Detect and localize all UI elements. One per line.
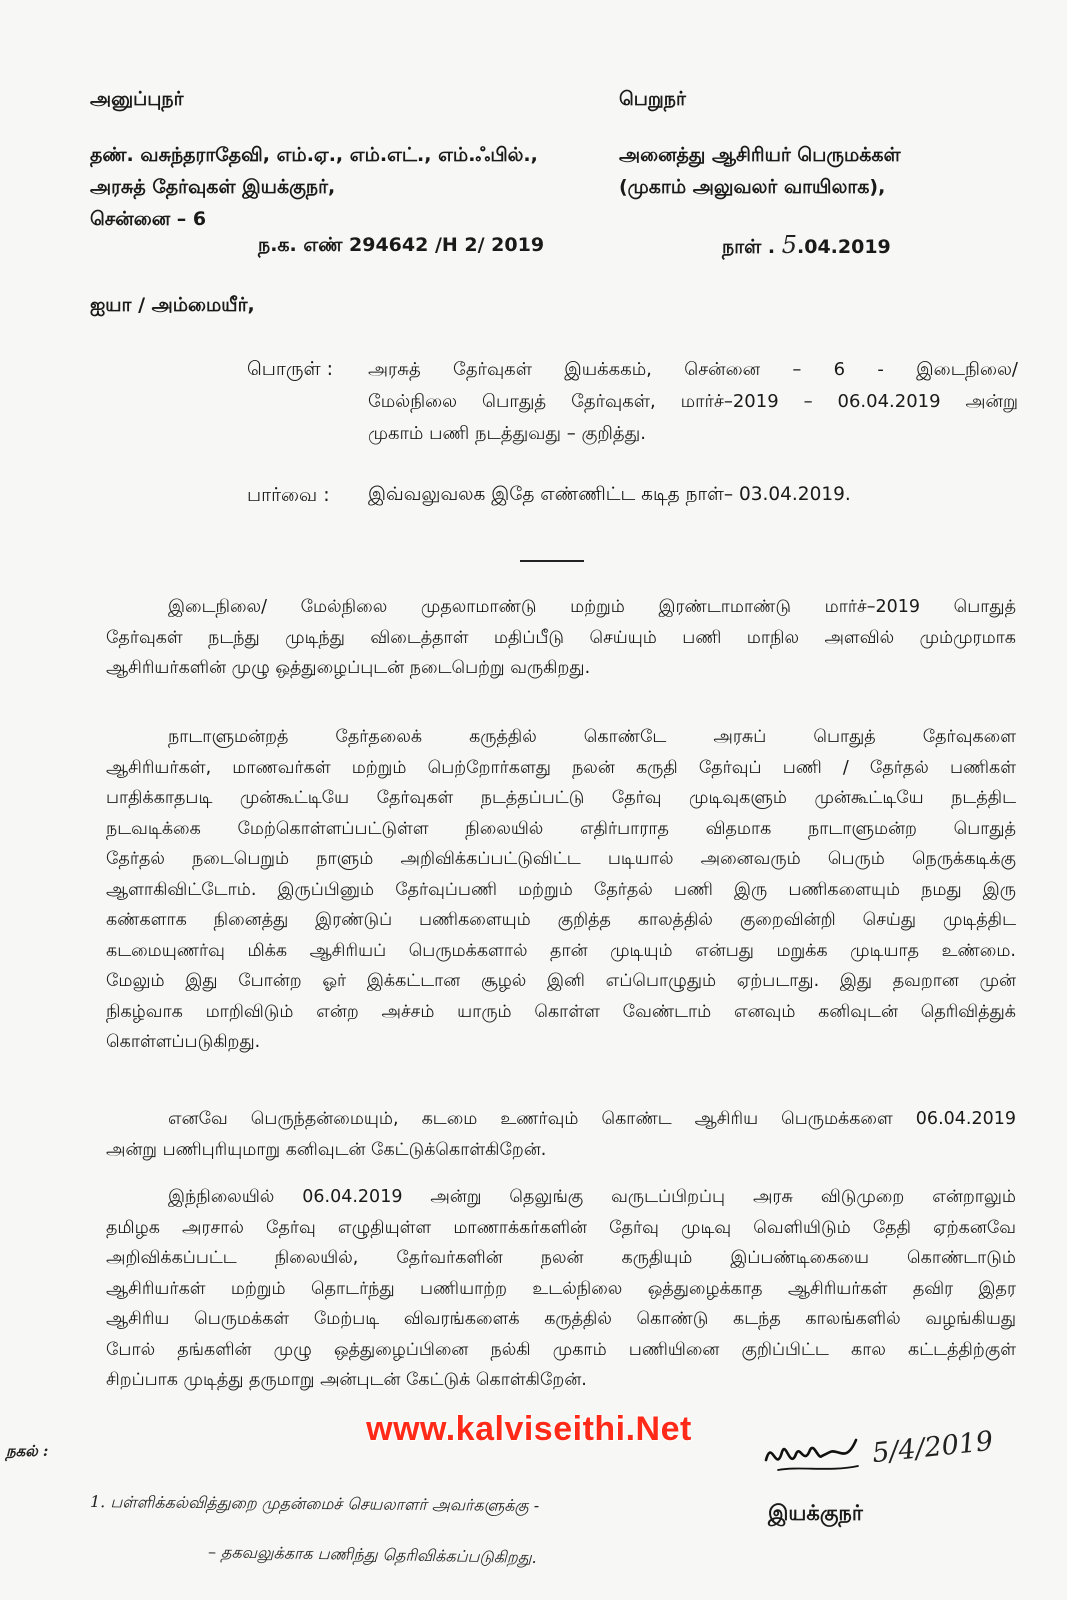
paragraph-line: ஆசிரியர்கள், மாணவர்கள் மற்றும் பெற்றோர்களது நலன் கருதி தேர்வுப் பணி / தேர்தல் பணிகள் [106,757,1016,778]
paragraph-line: அன்று பணிபுரியுமாறு கனிவுடன் கேட்டுக்கொள்கிறேன். [106,1139,547,1160]
paragraph-line: தேர்தல் நடைபெறும் நாளும் அறிவிக்கப்பட்டுவிட்ட படியால் அனைவரும் பெரும் நெருக்கடிக்கு [106,849,1016,869]
paragraph-line: தமிழக அரசால் தேர்வு எழுதியுள்ள மாணாக்கர்களின் தேர்வு முடிவு வெளியிடும் தேதி ஏற்கனவே [106,1217,1016,1238]
sender-heading: அனுப்புநர் [90,88,184,110]
paragraph-line: இந்நிலையில் 06.04.2019 அன்று தெலுங்கு வருடப்பிறப்பு அரசு விடுமுறை என்றாலும் [168,1187,1016,1207]
subject-line: அரசுத் தேர்வுகள் இயக்ககம், சென்னை – 6 - இடைநிலை/ [368,359,1018,380]
salutation: ஐயா / அம்மையீர், [90,294,255,316]
paragraph-line: கொள்ளப்படுகிறது. [106,1032,261,1052]
paragraph-line: அறிவிக்கப்பட்ட நிலையில், தேர்வர்களின் நலன் கருதியும் இப்பண்டிகையை கொண்டாடும் [106,1248,1016,1268]
letter-date [722,230,891,262]
separator-line [520,560,584,562]
signature-date: 5/4/2019 [870,1425,995,1470]
paragraph-line: கடமையுணர்வு மிக்க ஆசிரியப் பெருமக்களால் தான் முடியும் என்பது மறுக்க முடியாத உண்மை. [106,940,1016,961]
paragraph-3 [106,1104,1016,1165]
subject-label: பொருள் : [247,358,334,380]
subject-line: முகாம் பணி நடத்துவது – குறித்து. [368,423,646,444]
paragraph-line: பாதிக்காதபடி முன்கூட்டியே தேர்வுகள் நடத்தப்பட்டு தேர்வு முடிவுகளும் முன்கூட்டியே நடத்திட [106,788,1016,808]
signature-mark [760,1430,880,1480]
paragraph-line: ஆளாகிவிட்டோம். இருப்பினும் தேர்வுப்பணி மற்றும் தேர்தல் பணி இரு பணிகளையும் நமது இரு [106,879,1016,900]
paragraph-line: எனவே பெருந்தன்மையும், கடமை உணர்வும் கொண்ட ஆசிரிய பெருமக்களை 06.04.2019 [168,1109,1016,1129]
paragraph-line: ஆசிரியர்கள் மற்றும் தொடர்ந்து பணியாற்ற உடல்நிலை ஒத்துழைக்காத ஆசிரியர்கள் தவிர இதர [106,1278,1016,1299]
sender-city: சென்னை – 6 [90,208,207,230]
date-day-handwritten: 5 [781,231,798,259]
paragraph-line: கண்களாக நினைத்து இரண்டுப் பணிகளையும் குறித்த காலத்தில் குறைவின்றி செய்து முடித்திட [106,910,1016,930]
paragraph-line: மேலும் இது போன்ற ஓர் இக்கட்டான சூழல் இனி எப்பொழுதும் ஏற்படாது. இது தவறான முன் [106,971,1016,991]
designation: இயக்குநர் [768,1501,863,1525]
sender-name: தண். வசுந்தராதேவி, எம்.ஏ., எம்.எட்., எம்.ஃபில்., [90,144,538,166]
paragraph-4 [106,1182,1016,1396]
recipient-line-1: அனைத்து ஆசிரியர் பெருமக்கள் [619,144,901,166]
sender-title: அரசுத் தேர்வுகள் இயக்குநர், [90,176,336,198]
paragraph-2 [106,722,1016,1058]
date-rest: .04.2019 [797,236,891,258]
paragraph-line: நிகழ்வாக மாறிவிடும் என்ற அச்சம் யாரும் கொள்ள வேண்டாம் எனவும் கனிவுடன் தெரிவித்துக் [106,1001,1016,1022]
date-label: நாள் . [722,236,776,258]
paragraph-line: நாடாளுமன்றத் தேர்தலைக் கருத்தில் கொண்டே அரசுப் பொதுத் தேர்வுகளை [168,727,1016,747]
paragraph-line: ஆசிரியர்களின் முழு ஒத்துழைப்புடன் நடைபெற்று வருகிறது. [106,658,591,678]
reference-label: பார்வை : [247,484,330,506]
paragraph-line: ஆசிரிய பெருமக்கள் மேற்படி விவரங்களைக் கருத்தில் கொண்டு கடந்த காலங்களில் வழங்கியது [106,1309,1016,1329]
paragraph-line: சிறப்பாக முடித்து தருமாறு அன்புடன் கேட்டுக் கொள்கிறேன். [106,1370,587,1390]
subject-line: மேல்நிலை பொதுத் தேர்வுகள், மார்ச்–2019 – 06.04.2019 அன்று [368,391,1018,412]
recipient-line-2: (முகாம் அலுவலர் வாயிலாக), [619,176,886,198]
paragraph-line: போல் தங்களின் முழு ஒத்துழைப்பினை நல்கி முகாம் பணியினை குறிப்பிட்ட கால கட்டத்திற்குள் [106,1339,1016,1360]
reference-number: ந.க. எண் 294642 /H 2/ 2019 [258,234,545,256]
paragraph-line: தேர்வுகள் நடந்து முடிந்து விடைத்தாள் மதிப்பீடு செய்யும் பணி மாநில அளவில் மும்முரமாக [106,627,1016,648]
copy-label: நகல் : [6,1442,49,1460]
subject-text [368,354,1018,450]
paragraph-1 [106,592,1016,684]
paragraph-line: நடவடிக்கை மேற்கொள்ளப்பட்டுள்ள நிலையில் எதிர்பாராத விதமாக நாடாளுமன்ற பொதுத் [106,818,1016,839]
paragraph-line: இடைநிலை/ மேல்நிலை முதலாமாண்டு மற்றும் இரண்டாமாண்டு மார்ச்–2019 பொதுத் [168,597,1016,617]
recipient-heading: பெறுநர் [619,88,686,110]
reference-text: இவ்வலுவலக இதே எண்ணிட்ட கடித நாள்– 03.04.2019. [368,484,851,505]
copy-line-2: – தகவலுக்காக பணிந்து தெரிவிக்கப்படுகிறது. [207,1542,537,1567]
copy-line-1: 1. பள்ளிக்கல்வித்துறை முதன்மைச் செயலாளர் அவர்களுக்கு - [89,1492,540,1515]
watermark-text: www.kalviseithi.Net [366,1410,692,1448]
